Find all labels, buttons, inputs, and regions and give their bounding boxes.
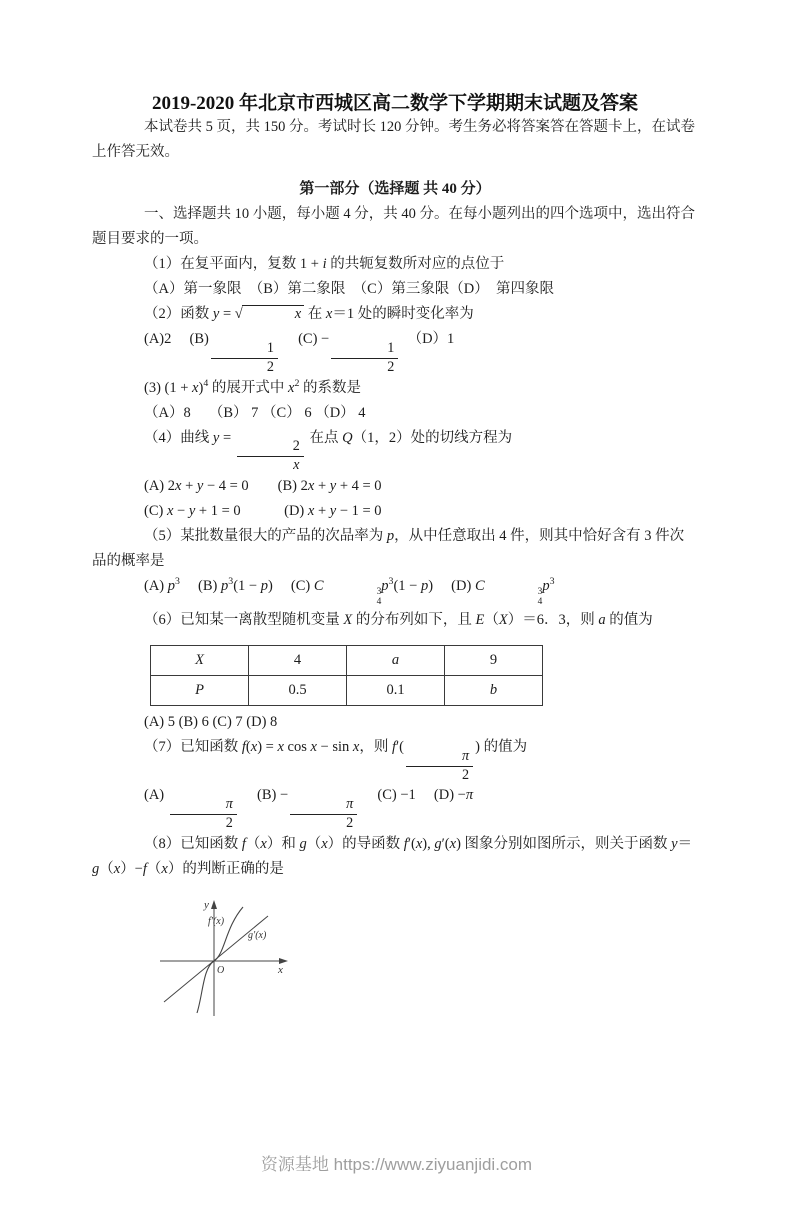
distribution-table — [150, 645, 543, 706]
table-row — [151, 675, 543, 705]
table-cell-x2: a — [347, 645, 445, 675]
fprime-label: f′(x) — [208, 915, 225, 927]
y-axis-arrow-icon — [211, 900, 217, 909]
table-cell-x-header: X — [151, 645, 249, 675]
question-2-options: (A)2 (B) $\frac{1}{2}$ (C) − $\frac{1}{2}$ （D）1 — [144, 331, 455, 375]
question-2-stem: （2）函数 y = √ x 在 x＝1 处的瞬时变化率为 — [144, 306, 474, 323]
table-cell-p3: b — [445, 675, 543, 705]
question-4-options-ab: (A) 2x + y − 4 = 0 (B) 2x + y + 4 = 0 — [144, 478, 382, 495]
question-4-stem: （4）曲线 y = $\frac{2}{x}$ 在点 Q（1，2）处的切线方程为 — [144, 429, 513, 474]
y-axis-label: y — [204, 898, 209, 911]
question-8-stem: （8）已知函数 f（x）和 g（x）的导函数 f′(x), g′(x) 图象分别如图所示，则关于函数 y＝g（x）−f（x）的判断正确的是 — [92, 836, 693, 877]
document-page — [0, 88, 793, 1031]
x-axis-label: x — [278, 963, 283, 976]
question-6-options: (A) 5 (B) 6 (C) 7 (D) 8 — [144, 713, 278, 730]
question-3-options: （A）8 （B） 7 （C） 6 （D） 4 — [144, 404, 366, 421]
exam-intro: 本试卷共 5 页，共 150 分。考试时长 120 分钟。考生务必将答案答在答题卡上，在试卷上作答无效。 — [92, 119, 695, 160]
origin-label: O — [217, 964, 225, 976]
table-cell-p2: 0.1 — [347, 675, 445, 705]
part1-heading: 第一部分（选择题 共 40 分） — [299, 180, 491, 197]
question-7-stem: （7）已知函数 f(x) = x cos x − sin x，则 f′( $\frac{\pi}{2}$ ) 的值为 — [144, 738, 528, 783]
section1-instructions: 一、选择题共 10 小题，每小题 4 分，共 40 分。在每小题列出的四个选项中，选出符合题目要求的一项。 — [92, 206, 695, 248]
question-4-options-cd: (C) x − y + 1 = 0 (D) x + y − 1 = 0 — [144, 503, 382, 520]
derivative-graph — [146, 896, 356, 1031]
table-row — [151, 645, 543, 675]
table-cell-x1: 4 — [249, 645, 347, 675]
question-7-options: (A) $\frac{\pi}{2}$ (B) − $\frac{\pi}{2}$ (C) −1 (D) −π — [144, 787, 474, 832]
graph-svg — [146, 896, 356, 1026]
question-1-stem: （1）在复平面内，复数 1 + i 的共轭复数所对应的点位于 — [144, 256, 505, 273]
question-3-stem: (3) $(1 + x)^4$ 的展开式中 $x^2$ 的系数是 — [144, 377, 361, 396]
table-cell-x3: 9 — [445, 645, 543, 675]
gprime-label: g′(x) — [248, 929, 267, 941]
question-6-stem: （6）已知某一离散型随机变量 X 的分布列如下，且 E（X）＝6．3，则 a 的值为 — [144, 611, 653, 628]
question-1-options: （A）第一象限 （B）第二象限 （C）第三象限（D） 第四象限 — [144, 281, 555, 298]
table-cell-p-header: P — [151, 675, 249, 705]
question-5-stem: （5）某批数量很大的产品的次品率为 p，从中任意取出 4 件，则其中恰好含有 3 件次品的概率是 — [92, 528, 685, 569]
table-cell-p1: 0.5 — [249, 675, 347, 705]
question-5-options: (A) $p^3$ (B) $p^3(1 - p)$ (C) C 3 4 $p^3(1 - p)$ (D) C 3 4 $p^3$ — [144, 576, 555, 608]
page-title: 2019-2020 年北京市西城区高二数学下学期期末试题及答案 — [151, 93, 639, 114]
watermark-footer: 资源基地 https://www.ziyuanjidi.com — [260, 1155, 533, 1174]
